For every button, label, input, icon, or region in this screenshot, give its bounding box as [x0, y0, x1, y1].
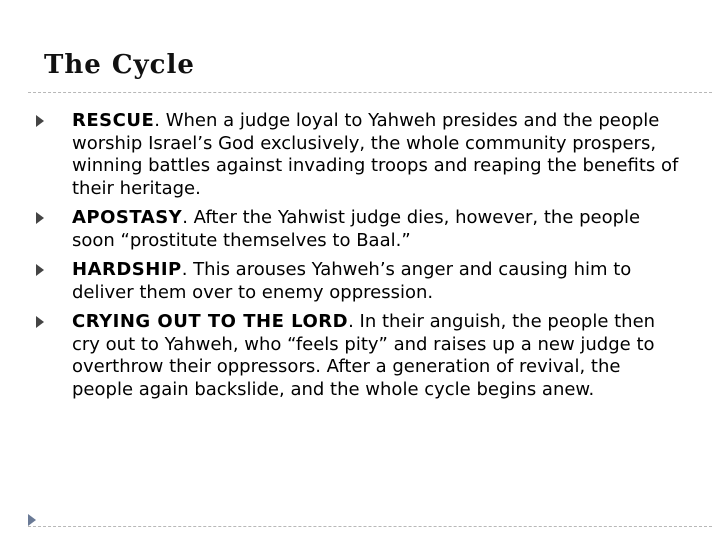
bottom-divider [28, 526, 712, 527]
triangle-arrow-icon[interactable] [28, 514, 36, 526]
item-term: RESCUE [72, 110, 155, 131]
page-title: The Cycle [44, 50, 195, 80]
list-item [36, 259, 686, 304]
triangle-bullet-icon [36, 212, 44, 224]
cycle-list [36, 110, 686, 408]
list-item [36, 207, 686, 252]
list-item [36, 311, 686, 401]
triangle-bullet-icon [36, 264, 44, 276]
title-divider [28, 92, 712, 93]
triangle-bullet-icon [36, 115, 44, 127]
item-term: CRYING OUT TO THE LORD [72, 311, 349, 332]
item-text: . This arouses Yahweh’s anger and causing him to deliver them over to enemy oppression. [72, 259, 632, 303]
item-term: HARDSHIP [72, 259, 182, 280]
list-item [36, 110, 686, 200]
item-text: . In their anguish, the people then cry out to Yahweh, who “feels pity” and raises up a new judge to overthrow their oppressors. After a generation of revival, the people again backslide, and the whole cycle begins anew. [72, 311, 656, 400]
triangle-bullet-icon [36, 316, 44, 328]
item-text: . When a judge loyal to Yahweh presides and the people worship Israel’s God exclusively, the whole community prospers, winning battles against invading troops and reaping the benefits of their heritage. [72, 110, 679, 199]
item-text: . After the Yahwist judge dies, however, the people soon “prostitute themselves to Baal.” [72, 207, 641, 251]
item-term: APOSTASY [72, 207, 183, 228]
